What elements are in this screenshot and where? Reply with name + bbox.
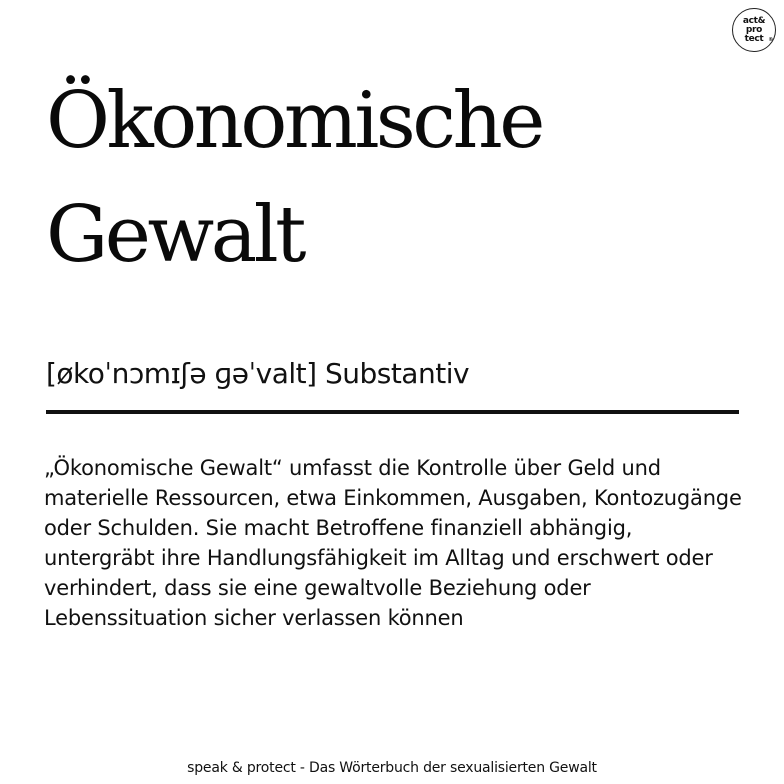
divider <box>46 410 739 414</box>
page-title <box>46 64 542 292</box>
footer-caption: speak & protect - Das Wörterbuch der sexualisierten Gewalt <box>187 760 597 776</box>
title-line-2: Gewalt <box>46 190 304 280</box>
pronunciation-and-word-class: [økoˈnɔmɪʃə ɡəˈvalt] Substantiv <box>46 357 470 390</box>
logo-line-2: pro <box>745 24 763 35</box>
logo-line-1: act& <box>742 15 766 26</box>
title-line-1: Ökonomische <box>46 76 542 166</box>
registered-mark: ® <box>768 37 773 43</box>
act-and-protect-logo <box>732 8 776 52</box>
logo-line-3: tect <box>744 33 764 44</box>
definition-text: „Ökonomische Gewalt“ umfasst die Kontrolle über Geld und materielle Ressourcen, etwa Einkommen, Ausgaben, Kontozugänge oder Schulden. Sie macht Betroffene finanziell abhängig, untergräbt ihre Handlungsfähigkeit im Alltag und erschwert oder verhindert, dass sie eine gewaltvolle Beziehung oder Lebenssituation sicher verlassen können <box>44 456 742 630</box>
